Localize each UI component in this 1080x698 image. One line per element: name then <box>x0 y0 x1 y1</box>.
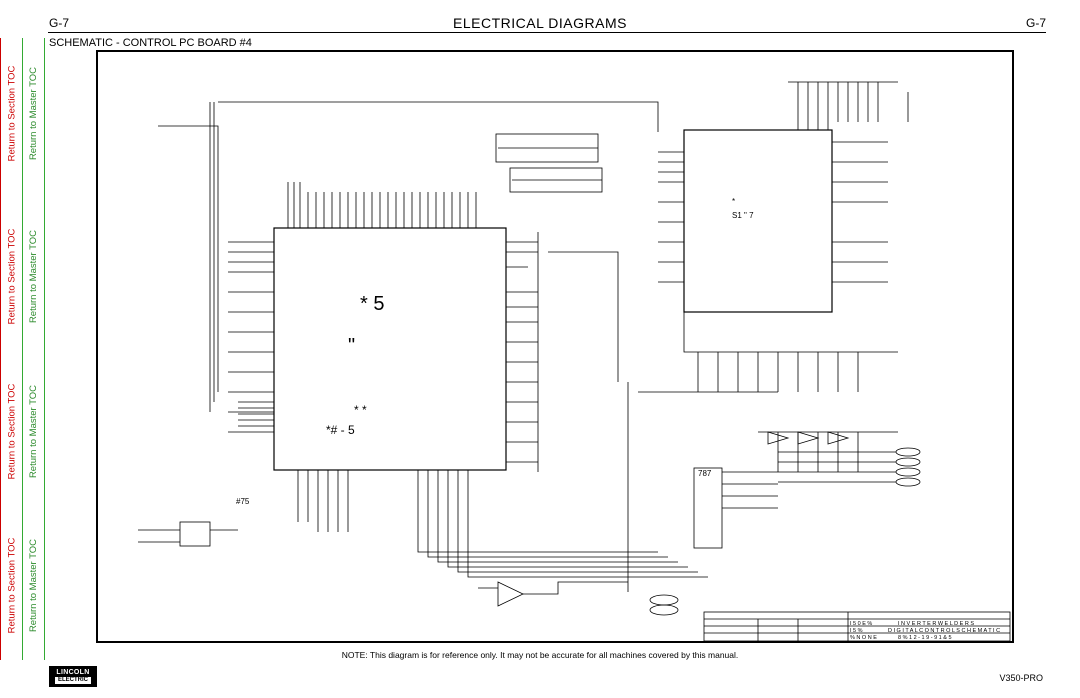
main-chip-label-4: *# - 5 <box>326 423 355 437</box>
title-block-row1-label: I 5 0 E % <box>850 621 873 627</box>
header-rule <box>48 32 1046 33</box>
section-toc-strip <box>0 38 23 660</box>
section-toc-link-2[interactable]: Return to Section TOC <box>6 228 18 324</box>
page-title: ELECTRICAL DIAGRAMS <box>453 15 627 31</box>
title-block-row3-label: % N O N E <box>850 635 877 641</box>
right-ic-outline <box>684 130 832 312</box>
page-code-right: G-7 <box>1025 16 1046 30</box>
small-label-2: 787 <box>698 469 712 478</box>
schematic-drawing <box>98 52 1012 641</box>
title-block-row3-value: 8 % 1 2 - 1 9 - 9 1 & 5 <box>898 635 952 641</box>
title-block-row1-value: I N V E R T E R W E L D E R S <box>898 621 974 627</box>
section-toc-link-4[interactable]: Return to Section TOC <box>6 537 18 633</box>
master-toc-strip <box>22 38 45 660</box>
logo-text-top: LINCOLN <box>56 669 90 676</box>
right-chip-label: * <box>732 197 736 206</box>
main-chip-label-1: * 5 <box>360 293 385 315</box>
schematic-subtitle: SCHEMATIC - CONTROL PC BOARD #4 <box>49 37 252 49</box>
small-label-1: #75 <box>236 497 250 506</box>
logo-text-bottom: ELECTRIC <box>55 677 91 684</box>
page-code-left: G-7 <box>49 16 70 30</box>
schematic-frame <box>96 50 1014 643</box>
reference-note: NOTE: This diagram is for reference only. It may not be accurate for all machines covered by this manual. <box>341 650 739 660</box>
main-ic-outline <box>274 228 506 470</box>
lincoln-electric-logo[interactable] <box>49 666 97 687</box>
right-chip-label-2: S1 " 7 <box>732 211 754 220</box>
title-block-row2-value: D I G I T A L C O N T R O L S C H E M A T I C <box>888 628 1001 634</box>
main-chip-label-3: * * <box>354 403 367 417</box>
section-toc-link-1[interactable]: Return to Section TOC <box>6 65 18 161</box>
master-toc-link-4[interactable]: Return to Master TOC <box>28 538 40 632</box>
section-toc-link-3[interactable]: Return to Section TOC <box>6 383 18 479</box>
master-toc-link-1[interactable]: Return to Master TOC <box>28 66 40 160</box>
master-toc-link-2[interactable]: Return to Master TOC <box>28 229 40 323</box>
model-name: V350-PRO <box>999 673 1043 683</box>
title-block-row2-label: I 5 % <box>850 628 863 634</box>
master-toc-link-3[interactable]: Return to Master TOC <box>28 384 40 478</box>
main-chip-label-2: " <box>348 335 356 357</box>
